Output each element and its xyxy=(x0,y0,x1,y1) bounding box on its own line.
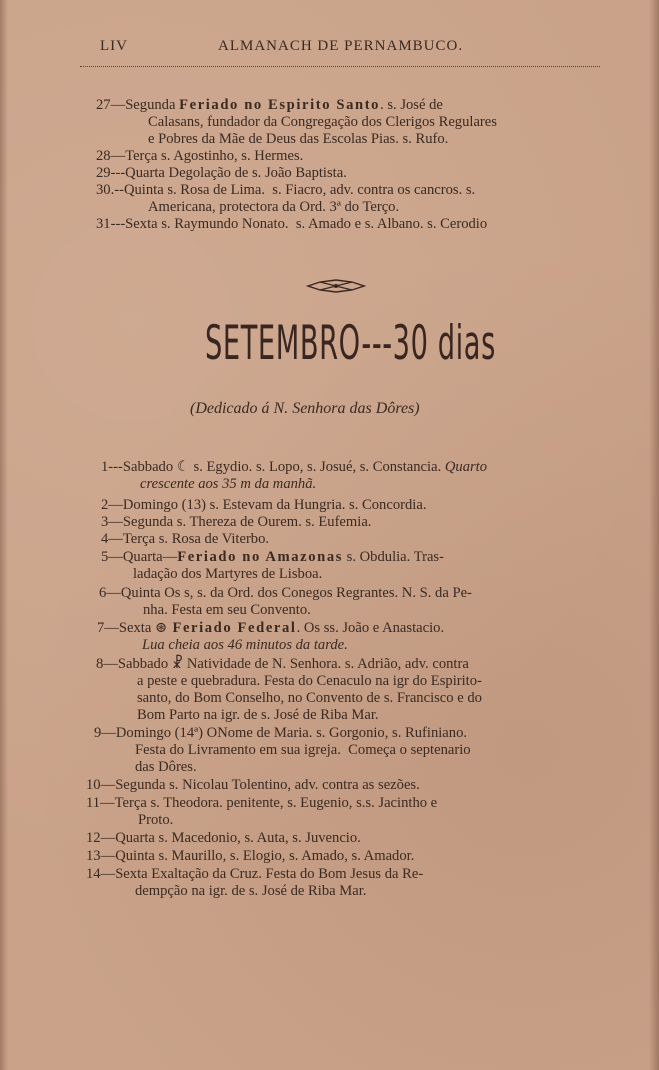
entry-28: 28—Terça s. Agostinho, s. Hermes. xyxy=(96,148,304,164)
entry-31: 31---Sexta s. Raymundo Nonato. s. Amado e s. Albano. s. Cerodio xyxy=(96,216,488,232)
entry-4: 4—Terça s. Rosa de Viterbo. xyxy=(101,531,270,547)
entry-8-line-2: a peste e quebradura. Festa do Cenaculo na igr do Espirito- xyxy=(137,673,482,689)
entry-30-line-2: Americana, protectora da Ord. 3ª do Terço. xyxy=(148,199,400,215)
holiday-label: Feriado no Espirito Santo xyxy=(179,97,381,113)
entry-6-line-1: 6—Quinta Os s, s. da Ord. dos Conegos Regrantes. N. S. da Pe- xyxy=(99,585,472,601)
entry-12: 12—Quarta s. Macedonio, s. Auta, s. Juvencio. xyxy=(86,830,361,846)
entry-8-line-1: 8—Sabbado ☧ Natividade de N. Senhora. s. Adrião, adv. contra xyxy=(96,656,469,672)
entry-11-line-2: Proto. xyxy=(138,812,174,828)
entry-9-line-3: das Dôres. xyxy=(135,759,197,775)
entry-14-line-2: dempção na igr. de s. José de Riba Mar. xyxy=(135,883,367,899)
entry-13: 13—Quinta s. Maurillo, s. Elogio, s. Amado, s. Amador. xyxy=(86,848,415,864)
entry-6-line-2: nha. Festa em seu Convento. xyxy=(143,602,311,618)
running-title: ALMANACH DE PERNAMBUCO. xyxy=(218,38,464,54)
entry-5-line-1: 5—Quarta—Feriado no Amazonas s. Obdulia. Tras- xyxy=(101,549,444,565)
entry-3: 3—Segunda s. Thereza de Ourem. s. Eufemia. xyxy=(101,514,372,530)
entry-14-line-1: 14—Sexta Exaltação da Cruz. Festa do Bom Jesus da Re- xyxy=(86,866,424,882)
header-rule xyxy=(80,66,600,67)
entry-30-line-1: 30.--Quinta s. Rosa de Lima. s. Fiacro, adv. contra os cancros. s. xyxy=(96,182,476,198)
entry-8-line-3: santo, do Bom Conselho, no Convento de s. Francisco e do xyxy=(137,690,482,706)
page-header xyxy=(100,38,600,62)
entry-11-line-1: 11—Terça s. Theodora. penitente, s. Eugenio, s.s. Jacintho e xyxy=(86,795,438,811)
entry-27-line-1: 27—Segunda Feriado no Espirito Santo. s. José de xyxy=(96,97,443,113)
page-edge-left xyxy=(0,0,8,1070)
entry-1-line-1: 1---Sabbado ☾ s. Egydio. s. Lopo, s. Josué, s. Constancia. Quarto xyxy=(101,459,488,475)
holiday-label: Feriado Federal xyxy=(167,620,297,636)
holiday-label: Feriado no Amazonas xyxy=(177,549,344,565)
entry-9-line-1: 9—Domingo (14ª) ONome de Maria. s. Gorgonio, s. Rufiniano. xyxy=(94,725,468,741)
entry-7-line-1: 7—Sexta ⊛ Feriado Federal. Os ss. João e Anastacio. xyxy=(97,620,445,636)
entry-8-line-4: Bom Parto na igr. de s. José de Riba Mar. xyxy=(137,707,379,723)
page-edge-right xyxy=(649,0,659,1070)
entry-10: 10—Segunda s. Nicolau Tolentino, adv. contra as sezões. xyxy=(86,777,420,793)
month-title: SETEMBRO---30 dias xyxy=(205,316,496,371)
page-number: LIV xyxy=(100,38,128,54)
entry-29: 29---Quarta Degolação de s. João Baptista. xyxy=(96,165,347,181)
entry-5-line-2: ladação dos Martyres de Lisboa. xyxy=(133,566,323,582)
full-moon-icon: ⊛ xyxy=(154,620,168,636)
moon-phase-icon: ☾ xyxy=(176,459,190,475)
section-ornament xyxy=(306,276,366,296)
month-dedication: (Dedicado á N. Senhora das Dôres) xyxy=(190,400,420,417)
entry-2: 2—Domingo (13) s. Estevam da Hungria. s. Concordia. xyxy=(101,497,427,513)
entry-9-line-2: Festa do Livramento em sua igreja. Começa o septenario xyxy=(135,742,471,758)
entry-7-line-2: Lua cheia aos 46 minutos da tarde. xyxy=(142,637,348,653)
entry-1-line-2: crescente aos 35 m da manhã. xyxy=(140,476,317,492)
entry-27-line-2: Calasans, fundador da Congregação dos Clerigos Regulares xyxy=(148,114,497,130)
entry-27-line-3: e Pobres da Mãe de Deus das Escolas Pias. s. Rufo. xyxy=(148,131,449,147)
